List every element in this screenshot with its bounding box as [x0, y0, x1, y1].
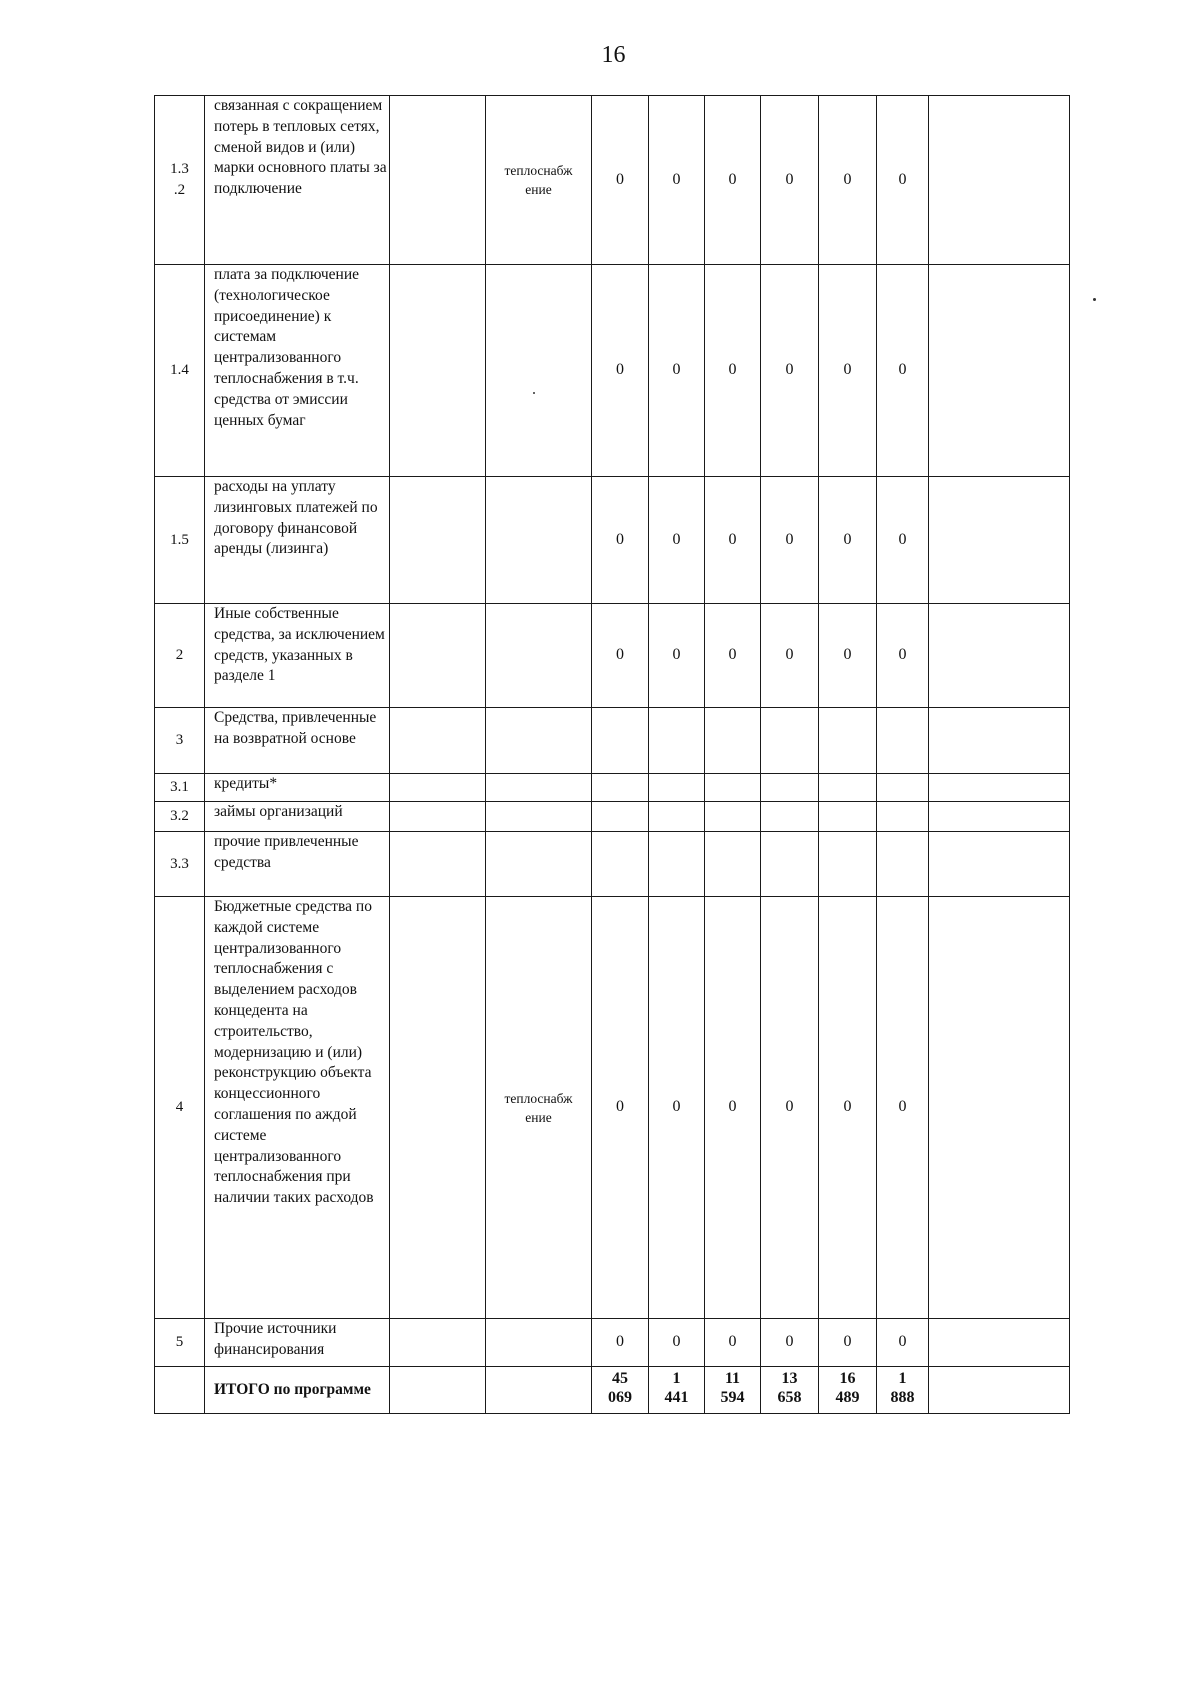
row-number: 4 [155, 897, 205, 1319]
total-value: 45 069 [592, 1367, 649, 1414]
empty-cell [929, 96, 1070, 265]
row-name: Средства, привлеченные на возвратной основе [205, 708, 390, 774]
value-cell: 0 [592, 897, 649, 1319]
value-cell [761, 774, 819, 802]
financing-table [154, 95, 1070, 1414]
value-cell: 0 [705, 604, 761, 708]
system-cell [486, 832, 592, 897]
row-name: Прочие источники финансирования [205, 1319, 390, 1367]
value-cell: 0 [705, 477, 761, 604]
empty-cell [929, 477, 1070, 604]
value-cell: 0 [877, 477, 929, 604]
system-cell [486, 265, 592, 477]
row-number: 2 [155, 604, 205, 708]
system-cell: теплоснабж ение [486, 96, 592, 265]
empty-cell [929, 265, 1070, 477]
value-cell: 0 [819, 477, 877, 604]
row-number: 1.4 [155, 265, 205, 477]
empty-cell [390, 774, 486, 802]
scan-speck [1093, 298, 1096, 301]
value-cell: 0 [649, 897, 705, 1319]
value-cell [819, 774, 877, 802]
value-cell [705, 708, 761, 774]
total-value: 13 658 [761, 1367, 819, 1414]
value-cell [705, 832, 761, 897]
table-row [155, 897, 1070, 1319]
value-cell [649, 708, 705, 774]
empty-cell [390, 897, 486, 1319]
value-cell [649, 802, 705, 832]
value-cell: 0 [819, 1319, 877, 1367]
value-cell [761, 832, 819, 897]
value-cell: 0 [649, 96, 705, 265]
empty-cell [929, 774, 1070, 802]
value-cell: 0 [649, 604, 705, 708]
value-cell [819, 708, 877, 774]
empty-cell [929, 802, 1070, 832]
value-cell: 0 [649, 265, 705, 477]
value-cell [649, 774, 705, 802]
value-cell [761, 802, 819, 832]
row-number: 3 [155, 708, 205, 774]
value-cell [705, 802, 761, 832]
total-value: 11 594 [705, 1367, 761, 1414]
table-row [155, 832, 1070, 897]
value-cell: 0 [877, 897, 929, 1319]
value-cell [819, 832, 877, 897]
total-value: 1 441 [649, 1367, 705, 1414]
system-cell: теплоснабж ение [486, 897, 592, 1319]
value-cell: 0 [761, 265, 819, 477]
value-cell [877, 832, 929, 897]
row-name: Бюджетные средства по каждой системе централизованного теплоснабжения с выделением расходов концедента на строительство, модернизацию и (или) реконструкцию объекта концессионного соглашения по аждой системе централизованного теплоснабжения при наличии таких расходов [205, 897, 390, 1319]
empty-cell [390, 604, 486, 708]
empty-cell [390, 708, 486, 774]
empty-cell [390, 1367, 486, 1414]
value-cell: 0 [705, 1319, 761, 1367]
value-cell [592, 802, 649, 832]
page-number: 16 [601, 42, 626, 68]
empty-cell [929, 708, 1070, 774]
row-name: Иные собственные средства, за исключением средств, указанных в разделе 1 [205, 604, 390, 708]
table-row [155, 477, 1070, 604]
scan-speck [533, 392, 535, 394]
empty-cell [929, 832, 1070, 897]
value-cell: 0 [877, 96, 929, 265]
table-row [155, 1319, 1070, 1367]
empty-cell [390, 1319, 486, 1367]
value-cell [877, 802, 929, 832]
value-cell [705, 774, 761, 802]
system-cell [486, 802, 592, 832]
empty-cell [390, 96, 486, 265]
table-row [155, 265, 1070, 477]
value-cell: 0 [761, 604, 819, 708]
row-name: кредиты* [205, 774, 390, 802]
value-cell: 0 [705, 96, 761, 265]
total-value: 16 489 [819, 1367, 877, 1414]
value-cell: 0 [592, 96, 649, 265]
row-number [155, 1367, 205, 1414]
system-cell [486, 1319, 592, 1367]
total-value: 1 888 [877, 1367, 929, 1414]
row-number: 5 [155, 1319, 205, 1367]
row-number: 3.3 [155, 832, 205, 897]
value-cell: 0 [761, 1319, 819, 1367]
system-cell [486, 774, 592, 802]
value-cell [592, 774, 649, 802]
value-cell: 0 [819, 265, 877, 477]
table-row [155, 802, 1070, 832]
value-cell: 0 [819, 96, 877, 265]
value-cell [592, 832, 649, 897]
row-name: плата за подключение (технологическое присоединение) к системам централизованного теплоснабжения в т.ч. средства от эмиссии ценных бумаг [205, 265, 390, 477]
value-cell: 0 [761, 897, 819, 1319]
value-cell: 0 [592, 604, 649, 708]
system-cell [486, 1367, 592, 1414]
empty-cell [929, 897, 1070, 1319]
value-cell: 0 [819, 897, 877, 1319]
value-cell: 0 [649, 477, 705, 604]
total-row [155, 1367, 1070, 1414]
row-number: 3.2 [155, 802, 205, 832]
row-number: 1.3 .2 [155, 96, 205, 265]
value-cell: 0 [819, 604, 877, 708]
empty-cell [929, 604, 1070, 708]
value-cell [592, 708, 649, 774]
value-cell: 0 [761, 477, 819, 604]
value-cell: 0 [592, 1319, 649, 1367]
empty-cell [929, 1319, 1070, 1367]
empty-cell [390, 477, 486, 604]
value-cell: 0 [877, 1319, 929, 1367]
value-cell: 0 [649, 1319, 705, 1367]
table-row [155, 708, 1070, 774]
empty-cell [390, 265, 486, 477]
value-cell: 0 [592, 477, 649, 604]
system-cell [486, 604, 592, 708]
value-cell [649, 832, 705, 897]
empty-cell [929, 1367, 1070, 1414]
value-cell [877, 774, 929, 802]
value-cell: 0 [761, 96, 819, 265]
value-cell [819, 802, 877, 832]
value-cell: 0 [705, 897, 761, 1319]
system-cell [486, 708, 592, 774]
value-cell: 0 [877, 604, 929, 708]
value-cell [761, 708, 819, 774]
row-name: расходы на уплату лизинговых платежей по договору финансовой аренды (лизинга) [205, 477, 390, 604]
table-row [155, 96, 1070, 265]
value-cell: 0 [592, 265, 649, 477]
row-name: связанная с сокращением потерь в тепловых сетях, сменой видов и (или) марки основного платы за подключение [205, 96, 390, 265]
row-name: прочие привлеченные средства [205, 832, 390, 897]
empty-cell [390, 832, 486, 897]
row-number: 3.1 [155, 774, 205, 802]
value-cell: 0 [705, 265, 761, 477]
empty-cell [390, 802, 486, 832]
value-cell [877, 708, 929, 774]
total-label: ИТОГО по программе [205, 1367, 390, 1414]
value-cell: 0 [877, 265, 929, 477]
row-name: займы организаций [205, 802, 390, 832]
row-number: 1.5 [155, 477, 205, 604]
table-row [155, 774, 1070, 802]
system-cell [486, 477, 592, 604]
table-row [155, 604, 1070, 708]
